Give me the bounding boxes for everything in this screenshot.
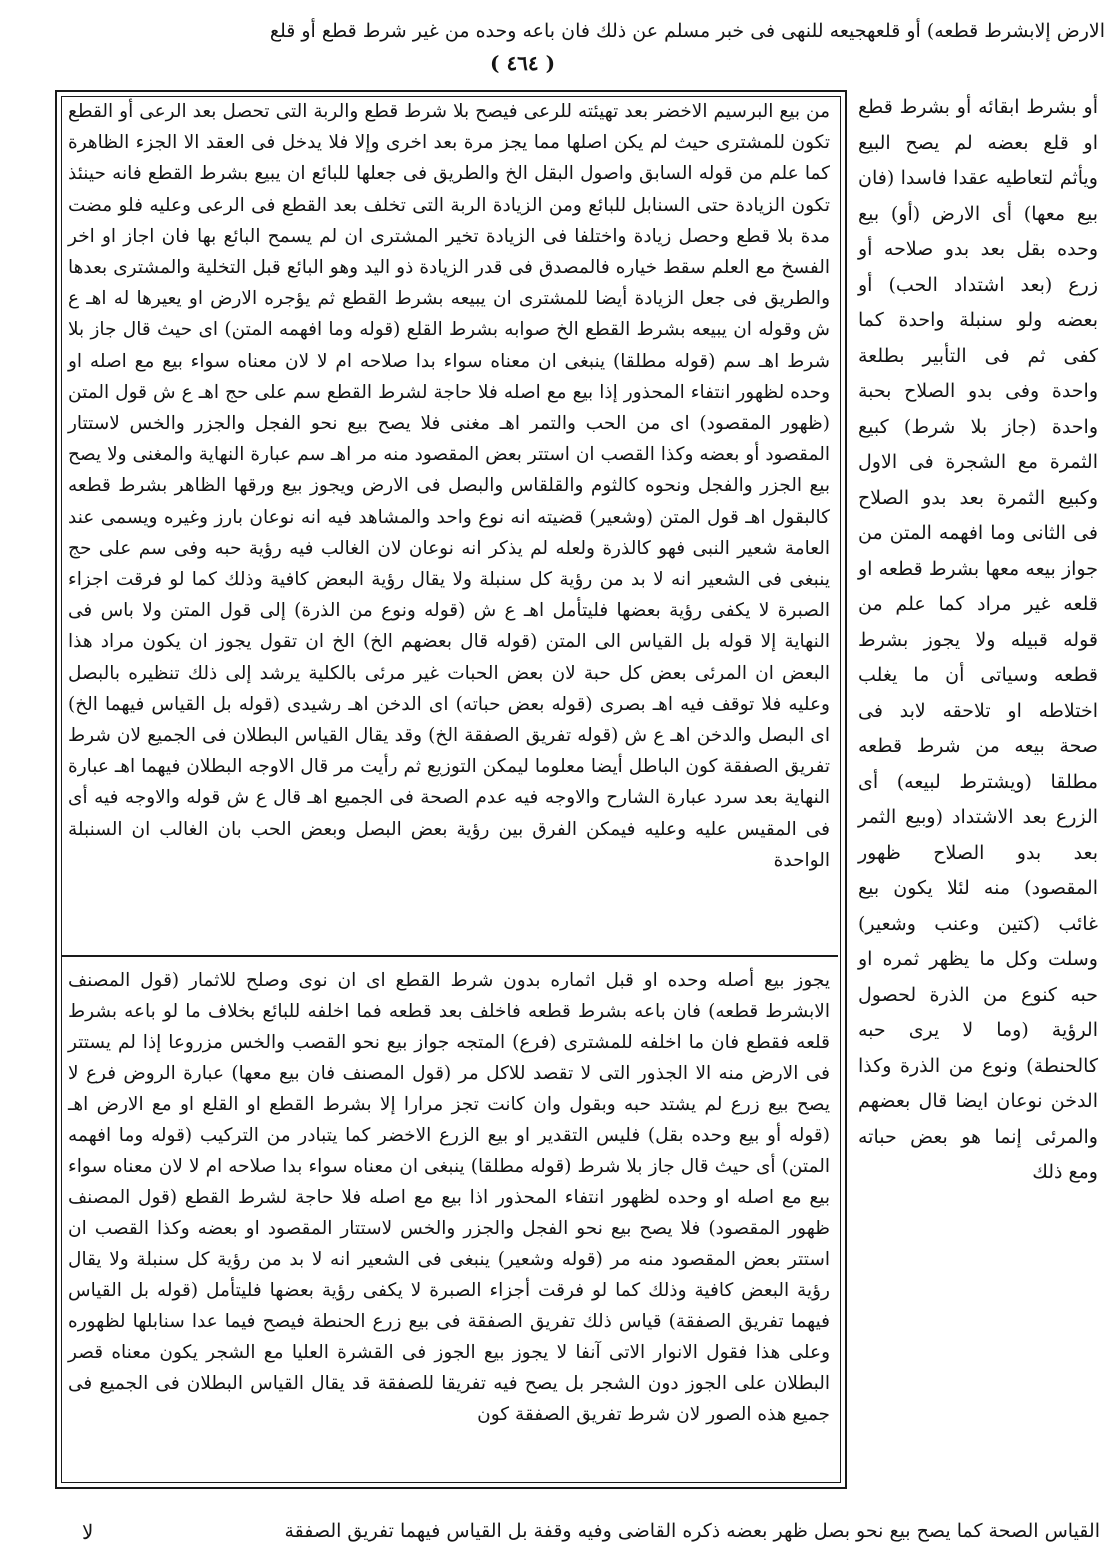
margin-text: أو بشرط ابقائه أو بشرط قطع او قلع بعضه لم يصح البيع ويأثم لتعاطيه عقدا فاسدا (فان بيع معها) أى الارض (أو) بيع وحده بقل بعد بدو صلاحه أو زرع (بعد اشتداد الحب) أو بعضه ولو سنبلة واحدة كما كفى ثم فى التأبير بطلعة واحدة وفى بدو الصلاح بحبة واحدة (جاز بلا شرط) كبيع الثمرة مع الشجرة فى الاول وكبيع الثمرة بعد بدو الصلاح فى الثانى وما افهمه المتن من جواز بيعه معها بشرط قطعه او قلعه غير مراد كما علم من قوله قبيله ولا يجوز بشرط قطعه وسياتى أن ما يغلب اختلاطه او تلاحقه لابد فى صحة بيعه من شرط قطعه مطلقا (ويشترط لبيعه) أى الزرع بعد الاشتداد (وبيع الثمر بعد بدو الصلاح ظهور المقصود) منه لئلا يكون بيع غائب (كتين وعنب وشعير) وسلت وكل ما يظهر ثمره او حبه كنوع من الذرة لحصول الرؤية (وما لا يرى حبه كالحنطة) ونوع من الذرة وكذا الدخن نوعان ايضا قال بعضهم والمرئى إنما هو بعض حباته ومع ذلك: [858, 96, 1098, 1183]
main-commentary-text: من بيع البرسيم الاخضر بعد تهيئته للرعى فيصح بلا شرط قطع والربة التى تحصل بعد الرعى أو القطع تكون للمشترى حيث لم يكن اصلها مما يجز مرة بعد اخرى وإلا فلا يدخل فى العقد الا الجزء الظاهرة كما علم من قوله السابق واصول البقل الخ والطريق فى جعلها للبائع ان يبيع بشرط القطع فانه حينئذ تكون الزيادة حتى السنابل للبائع ومن الزيادة الربة التى تخلف بعد القطع فى الرعى وعليه فلو مضت مدة بلا قطع وحصل زيادة واختلفا فى الزيادة تخير المشترى ان لم يسمح البائع بها فان اجاز او اخر الفسخ مع العلم سقط خياره فالمصدق فى قدر الزيادة ذو اليد وهو البائع قبل التخلية والمشترى بعدها والطريق فى جعل الزيادة أيضا للمشترى ان يبيعه بشرط القطع ثم يؤجره الارض او يعيرها له اهـ ع ش وقوله ان يبيعه بشرط القطع الخ صوابه بشرط القلع (قوله وما افهمه المتن) اى حيث قال جاز بلا شرط اهـ سم (قوله مطلقا) ينبغى ان معناه سواء بدا صلاحه ام لا لان معناه سواء بيع مع اصله او وحده لظهور انتفاء المحذور إذا بيع مع اصله فلا حاجة لشرط القطع سم على حج اهـ ع ش قول المتن (ظهور المقصود) اى من الحب والتمر اهـ مغنى فلا يصح بيع نحو الفجل والجزر والخس لاستتار المقصود أو بعضه وكذا القصب ان استتر بعض المقصود منه مر اهـ سم عبارة النهاية والمغنى ولا يصح بيع الجزر والفجل ونحوه كالثوم والقلقاس والبصل فى الارض ويجوز بيع ورقها الظاهر بشرط قطعه كالبقول اهـ قول المتن (وشعير) قضيته انه نوع واحد والمشاهد فيه انه نوعان بارز وغيره ويسمى عند العامة شعير النبى فهو كالذرة ولعله لم يذكر انه نوعان لان الغالب فيه رؤية حبه وفى سم على حج ينبغى فى الشعير انه لا بد من رؤية كل سنبلة ولا يقال رؤية البعض كافية وذلك كما لو فرقت اجزاء الصبرة لا يكفى رؤية بعضها فليتأمل اهـ ع ش (قوله ونوع من الذرة) إلى قول المتن ولا باس فى النهاية إلا قوله بل القياس الى المتن (قوله قال بعضهم الخ) الخ ان تقول يجوز ان يكون مراد هذا البعض ان المرئى بعض كل حبة لان بعض الحبات غير مرئى بالكلية يرشد إلى ذلك تنظيره بالبصل وعليه فلا توقف فيه اهـ بصرى (قوله بعض حباته) اى الدخن اهـ رشيدى (قوله بل القياس فيهما الخ) اى البصل والدخن اهـ ع ش (قوله تفريق الصفقة الخ) وقد يقال القياس البطلان فى الجميع لان شرط تفريق الصفقة كون الباطل أيضا معلوما ليمكن التوزيع ثم رأيت مر قال الاوجه البطلان فيهما اهـ عبارة النهاية بعد سرد عبارة الشارح والاوجه فيه عدم الصحة فى الجميع اهـ قال ع ش قوله والاوجه فيه أى فى المقيس عليه وعليه فيمكن الفرق بين رؤية بعض البصل وبعض الحب بان الغالب ان السنبلة الواحدة: [68, 101, 830, 871]
lower-commentary-block: [68, 965, 830, 1430]
section-divider: [62, 955, 838, 957]
main-commentary-block: [68, 96, 830, 876]
footer-signature-mark: لا: [82, 1520, 94, 1544]
header-running-text: الارض إلابشرط قطعه) أو قلعهجيعه للنهى فى خبر مسلم عن ذلك فان باعه وحده من غير شرط قطع أو قلع: [269, 20, 1105, 42]
margin-main-text: [858, 90, 1098, 1191]
lower-commentary-text: يجوز بيع أصله وحده او قبل اثماره بدون شرط القطع اى ان نوى وصلح للاثمار (قول المصنف الابشرط قطعه) فان باعه بشرط قطعه فاخلف بعد قطعه فما اخلفه للبائع بخلاف ما لو باعه بشرط قلعه فقطع فان ما اخلفه للمشترى (فرع) المتجه جواز بيع نحو القصب والخس مزروعا إذا لم يستتر فى الارض منه الا الجذور التى لا تقصد للاكل مر (قول المصنف فان بيع معها) عبارة الروض فرع لا يصح بيع زرع لم يشتد حبه وبقول وان كانت تجز مرارا إلا بشرط القطع او القلع او مع الارض اهـ (قوله أو بيع وحده بقل) فليس التقدير او بيع الزرع الاخضر كما يتبادر من التركيب (قوله وما افهمه المتن) أى حيث قال جاز بلا شرط (قوله مطلقا) ينبغى ان معناه سواء بدا صلاحه ام لا لان معناه سواء بيع مع اصله او وحده لظهور انتفاء المحذور اذا بيع مع اصله فلا حاجة لشرط القطع (قول المصنف ظهور المقصود) فلا يصح بيع نحو الفجل والجزر والخس لاستتار المقصود او بعضه وكذا القصب ان استتر بعض المقصود منه مر (قوله وشعير) ينبغى فى الشعير انه لا بد من رؤية كل سنبلة ولا يقال رؤية البعض كافية وذلك كما لو فرقت أجزاء الصبرة لا يكفى رؤية بعضها فليتأمل (قوله بل القياس فيهما تفريق الصفقة) قياس ذلك تفريق الصفقة فى بيع زرع الحنطة فيصح فيما عدا سنابلها لظهوره وعلى هذا فقول الانوار الاتى آنفا لا يجوز بيع الجوز فى القشرة العليا مع الشجر يكون معناه قصر البطلان على الجوز دون الشجر بل يصح فيه تفريقا للصفقة قد يقال القياس البطلان فى الجميع فى جميع هذه الصور لان شرط تفريق الصفقة كون: [68, 970, 830, 1425]
running-header: [10, 10, 1105, 75]
page-number: ( ٤٦٤ ): [490, 51, 556, 75]
footer-catchword: القياس الصحة كما يصح بيع نحو بصل ظهر بعضه ذكره القاضى وفيه وقفة بل القياس فيهما تفريق الصفقة: [284, 1520, 1100, 1542]
